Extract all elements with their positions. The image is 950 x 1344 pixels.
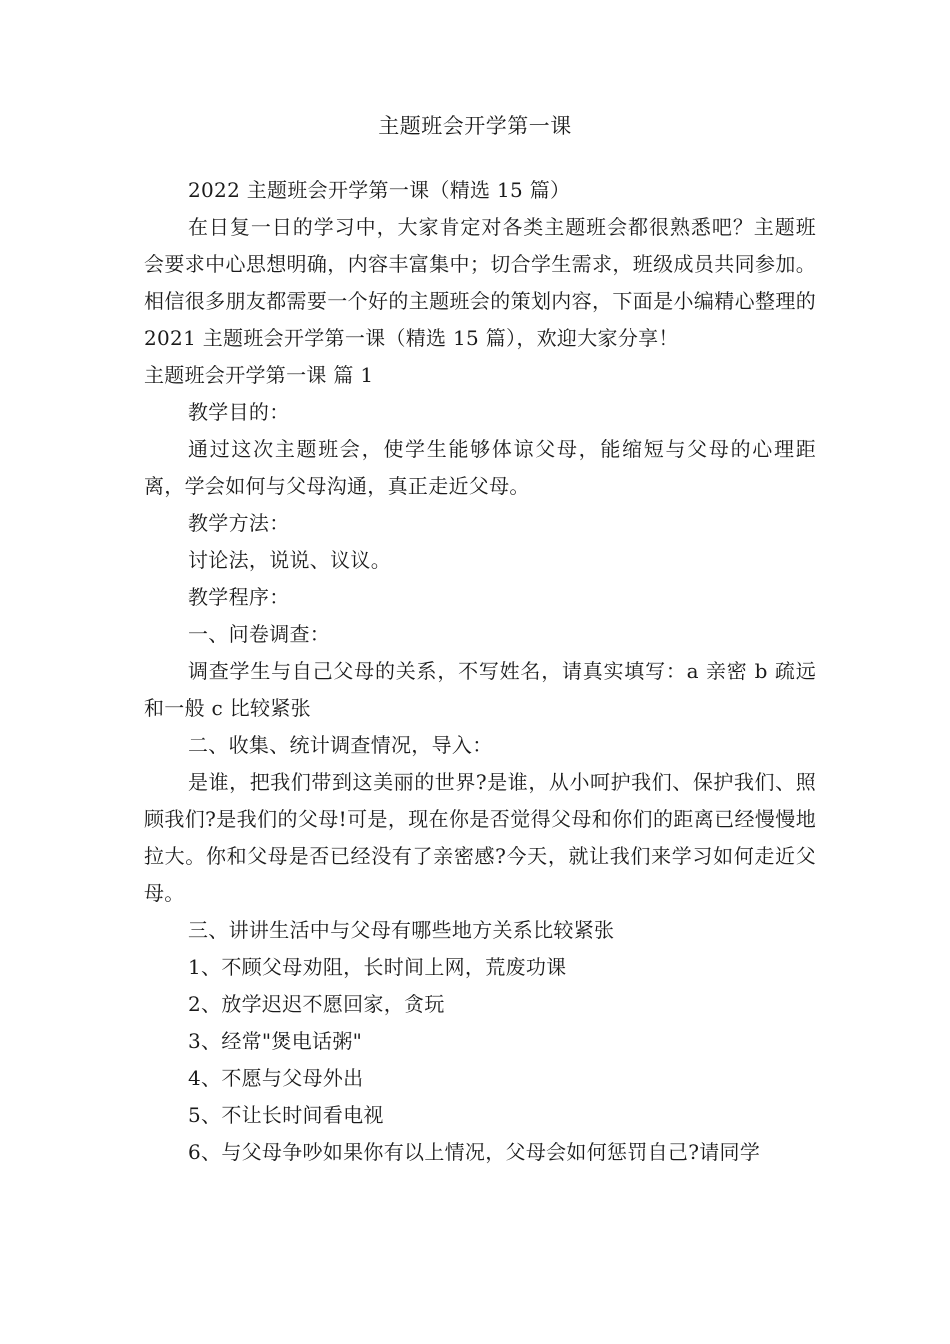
list-item: 4、不愿与父母外出 [188,1066,364,1090]
section-heading: 主题班会开学第一课 篇 1 [144,363,374,387]
teaching-goal-paragraph: 通过这次主题班会，使学生能够体谅父母，能缩短与父母的心理距离，学会如何与父母沟通，真正走近父母。 [144,437,816,498]
step-one-heading: 一、问卷调查： [188,622,331,646]
teaching-goal-label: 教学目的： [188,400,290,424]
subtitle-paragraph: 2022 主题班会开学第一课（精选 15 篇） [188,178,571,202]
list-item: 6、与父母争吵如果你有以上情况，父母会如何惩罚自己?请同学 [188,1140,761,1164]
teaching-procedure-label: 教学程序： [188,585,290,609]
document-title: 主题班会开学第一课 [378,114,572,138]
step-two-heading: 二、收集、统计调查情况，导入： [188,733,493,757]
teaching-method-paragraph: 讨论法，说说、议议。 [188,548,391,572]
document-body [144,172,816,1171]
step-three-heading: 三、讲讲生活中与父母有哪些地方关系比较紧张 [188,918,615,942]
intro-paragraph: 在日复一日的学习中，大家肯定对各类主题班会都很熟悉吧？主题班会要求中心思想明确，内容丰富集中；切合学生需求，班级成员共同参加。相信很多朋友都需要一个好的主题班会的策划内容，下面是小编精心整理的 2021 主题班会开学第一课（精选 15 篇），欢迎大家分享！ [144,215,816,350]
list-item: 1、不顾父母劝阻，长时间上网，荒废功课 [188,955,567,979]
teaching-method-label: 教学方法： [188,511,290,535]
list-item: 5、不让长时间看电视 [188,1103,384,1127]
list-item: 3、经常"煲电话粥" [188,1029,363,1053]
list-item: 2、放学迟迟不愿回家，贪玩 [188,992,445,1016]
step-two-paragraph: 是谁，把我们带到这美丽的世界?是谁，从小呵护我们、保护我们、照顾我们?是我们的父母!可是，现在你是否觉得父母和你们的距离已经慢慢地拉大。你和父母是否已经没有了亲密感?今天，就让我们来学习如何走近父母。 [144,770,816,905]
step-one-paragraph: 调查学生与自己父母的关系，不写姓名，请真实填写：a 亲密 b 疏远和一般 c 比较紧张 [144,659,816,720]
